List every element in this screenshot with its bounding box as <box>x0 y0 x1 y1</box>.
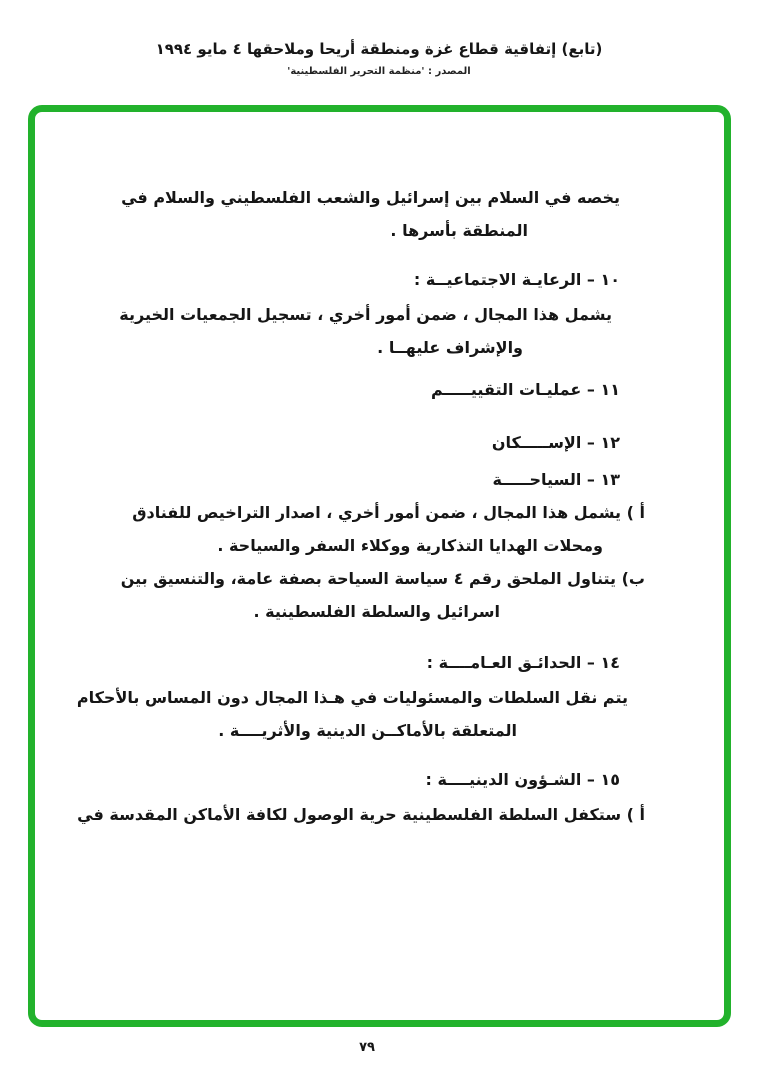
page-footer <box>0 1040 734 1055</box>
text-line: ومحلات الهدايا التذكارية ووكلاء السفر والسياحة . <box>217 536 603 555</box>
heading-line: ١٤ – الحدائـق العـامــــة : <box>426 653 620 672</box>
paragraph-public-parks <box>76 681 628 747</box>
heading-line: ١٠ – الرعايـة الاجتماعيــة : <box>413 270 620 289</box>
text-line: أ ) ستكفل السلطة الفلسطينية حرية الوصول لكافة الأماكن المقدسة في <box>77 805 645 824</box>
text-line: يتم نقل السلطات والمسئوليات في هـذا المجال دون المساس بالأحكام <box>76 688 628 707</box>
text-line: يشمل هذا المجال ، ضمن أمور أخري ، تسجيل الجمعيات الخيرية <box>119 305 612 324</box>
heading-housing <box>110 426 620 459</box>
text-line: يخصه في السلام بين إسرائيل والشعب الفلسطيني والسلام في <box>121 188 620 207</box>
heading-line: ١٢ – الإســـــكان <box>491 433 620 452</box>
text-line: أ ) يشمل هذا المجال ، ضمن أمور أخري ، اصدار التراخيص للفنادق <box>132 503 645 522</box>
list-item-religious-a <box>77 798 645 831</box>
heading-line: ١٣ – السياحـــــة <box>492 470 620 489</box>
heading-assessments <box>110 373 620 406</box>
heading-public-parks <box>110 646 620 679</box>
text-line: اسرائيل والسلطة الفلسطينية . <box>253 602 500 621</box>
text-line: المتعلقة بالأماكــن الدينية والأثريــــة . <box>218 721 517 740</box>
document-title: (تابع) إتفاقية قطاع غزة ومنطقة أريحا وملاحقها ٤ مايو ١٩٩٤ <box>155 40 603 58</box>
heading-social-welfare <box>110 263 620 296</box>
heading-tourism <box>110 463 620 496</box>
heading-line: ١١ – عمليـات التقييـــــم <box>430 380 620 399</box>
heading-religious-affairs <box>110 763 620 796</box>
document-source: المصدر : 'منظمة التحرير الفلسطينية' <box>287 66 471 77</box>
text-line: المنطقة بأسرها . <box>390 221 528 240</box>
page-header <box>0 40 758 77</box>
list-item-tourism-b <box>110 562 645 628</box>
page-number: ٧٩ <box>359 1040 375 1055</box>
document-body <box>76 181 645 831</box>
list-item-tourism-a <box>110 496 645 562</box>
paragraph-social-welfare <box>110 298 620 364</box>
text-line: ب) يتناول الملحق رقم ٤ سياسة السياحة بصفة عامة، والتنسيق بين <box>120 569 645 588</box>
text-line: والإشراف عليهــا . <box>377 338 523 357</box>
paragraph-peace-continuation <box>110 181 620 247</box>
heading-line: ١٥ – الشـؤون الدينيــــة : <box>425 770 620 789</box>
